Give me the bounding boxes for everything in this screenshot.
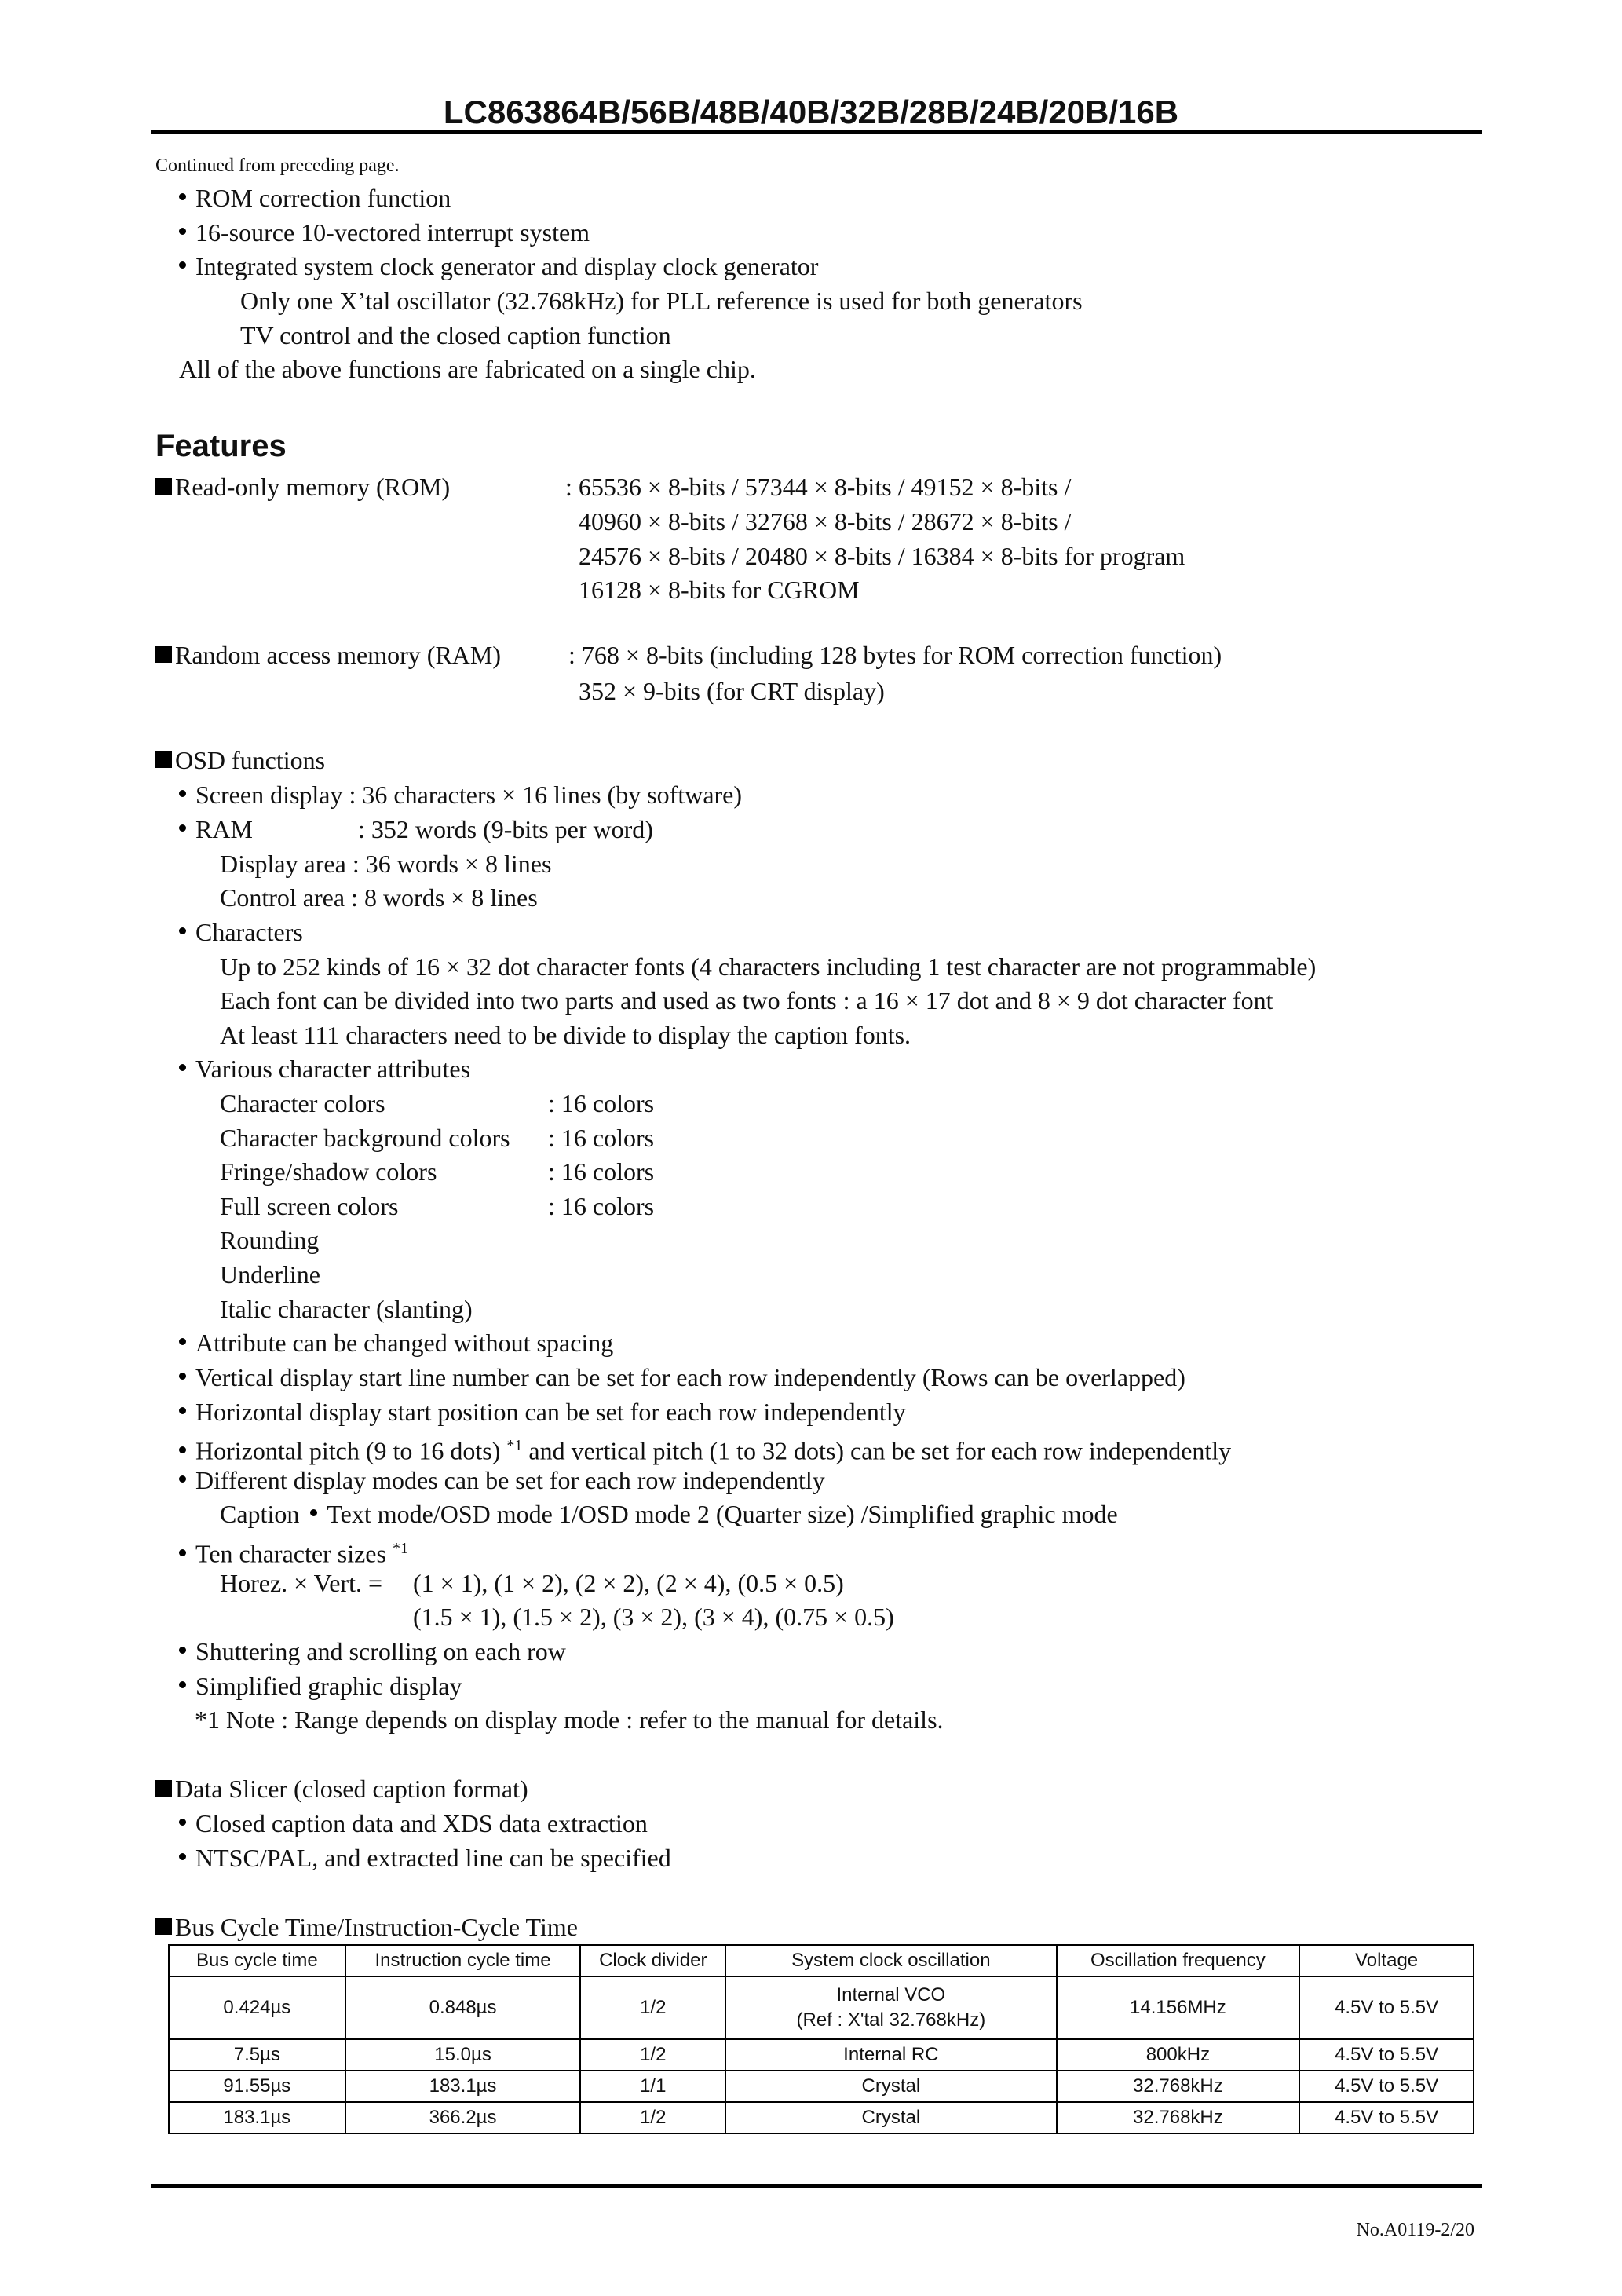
square-bullet-icon bbox=[155, 1918, 172, 1935]
bullet-icon bbox=[179, 1853, 186, 1860]
osd-bullet: Attribute can be changed without spacing bbox=[179, 1329, 613, 1357]
attribute-name: Full screen colors bbox=[220, 1192, 399, 1220]
column-header: Voltage bbox=[1299, 1945, 1474, 1976]
attribute-name: Rounding bbox=[220, 1226, 320, 1254]
osd-bullet: Different display modes can be set for each row independently bbox=[179, 1466, 825, 1494]
column-header: System clock oscillation bbox=[725, 1945, 1056, 1976]
table-cell: 800kHz bbox=[1057, 2039, 1300, 2071]
bullet-icon bbox=[179, 1681, 186, 1688]
column-header: Bus cycle time bbox=[169, 1945, 345, 1976]
attribute-name: Character background colors bbox=[220, 1124, 510, 1152]
osd-characters-line: Up to 252 kinds of 16 × 32 dot character fonts (4 characters including 1 test character are not programmable) bbox=[220, 952, 1317, 981]
intro-sub-line: TV control and the closed caption function bbox=[240, 321, 671, 349]
osd-characters-line: At least 111 characters need to be divide to display the caption fonts. bbox=[220, 1021, 911, 1049]
table-row bbox=[169, 1976, 1474, 2039]
square-bullet-icon bbox=[155, 646, 172, 663]
slicer-bullet: Closed caption data and XDS data extraction bbox=[179, 1809, 648, 1837]
bullet-icon bbox=[179, 790, 186, 797]
osd-characters-line: Each font can be divided into two parts and used as two fonts : a 16 × 17 dot and 8 × 9 dot character font bbox=[220, 986, 1273, 1015]
bullet-icon bbox=[179, 824, 186, 832]
rom-line: : 65536 × 8-bits / 57344 × 8-bits / 49152 × 8-bits / bbox=[565, 473, 1072, 501]
attribute-value: : 16 colors bbox=[548, 1089, 655, 1117]
osd-label: OSD functions bbox=[155, 746, 325, 774]
intro-sub-line: Only one X’tal oscillator (32.768kHz) for PLL reference is used for both generators bbox=[240, 287, 1083, 315]
features-heading: Features bbox=[155, 429, 287, 463]
osd-ram-value: : 352 words (9-bits per word) bbox=[358, 815, 653, 843]
page-title: LC863864B/56B/48B/40B/32B/28B/24B/20B/16B bbox=[443, 93, 1179, 130]
osd-modes-line: Caption Text mode/OSD mode 1/OSD mode 2 (Quarter size) /Simplified graphic mode bbox=[220, 1500, 1118, 1528]
table-cell: 14.156MHz bbox=[1057, 1976, 1300, 2039]
rom-line: 16128 × 8-bits for CGROM bbox=[579, 576, 860, 604]
intro-bullet: ROM correction function bbox=[179, 184, 451, 212]
table-cell: 1/2 bbox=[580, 1976, 725, 2039]
osd-sizes-line: (1 × 1), (1 × 2), (2 × 2), (2 × 4), (0.5 × 0.5) bbox=[413, 1569, 844, 1597]
osd-bullet: Shuttering and scrolling on each row bbox=[179, 1637, 566, 1665]
table-cell: Crystal bbox=[725, 2071, 1056, 2102]
osd-sizes-prefix: Horez. × Vert. = bbox=[220, 1569, 382, 1597]
table-cell: 0.848µs bbox=[345, 1976, 581, 2039]
attribute-name: Character colors bbox=[220, 1089, 385, 1117]
table-row bbox=[169, 2071, 1474, 2102]
table-cell: 32.768kHz bbox=[1057, 2102, 1300, 2133]
column-header: Instruction cycle time bbox=[345, 1945, 581, 1976]
bus-cycle-table bbox=[168, 1944, 1474, 2134]
square-bullet-icon bbox=[155, 1780, 172, 1797]
osd-sizes-line: (1.5 × 1), (1.5 × 2), (3 × 2), (3 × 4), (0.75 × 0.5) bbox=[413, 1603, 894, 1631]
table-cell: 7.5µs bbox=[169, 2039, 345, 2071]
table-cell: 32.768kHz bbox=[1057, 2071, 1300, 2102]
attribute-value: : 16 colors bbox=[548, 1157, 655, 1186]
slicer-label: Data Slicer (closed caption format) bbox=[155, 1775, 528, 1803]
attribute-name: Underline bbox=[220, 1260, 320, 1289]
osd-attributes: Various character attributes bbox=[179, 1055, 470, 1083]
table-cell: 0.424µs bbox=[169, 1976, 345, 2039]
footer-rule bbox=[151, 2184, 1482, 2188]
ram-label: Random access memory (RAM) bbox=[155, 641, 501, 669]
osd-ram: RAM bbox=[179, 815, 253, 843]
square-bullet-icon bbox=[155, 751, 172, 768]
intro-bullet: 16-source 10-vectored interrupt system bbox=[179, 218, 590, 247]
table-cell: 4.5V to 5.5V bbox=[1299, 2071, 1474, 2102]
intro-bullet: Integrated system clock generator and display clock generator bbox=[179, 252, 818, 280]
table-header-row bbox=[169, 1945, 1474, 1976]
column-header: Clock divider bbox=[580, 1945, 725, 1976]
table-row bbox=[169, 2039, 1474, 2071]
bullet-icon bbox=[310, 1509, 317, 1516]
ram-line: : 768 × 8-bits (including 128 bytes for ROM correction function) bbox=[568, 641, 1222, 669]
rom-label: Read-only memory (ROM) bbox=[155, 473, 450, 501]
osd-bullet: Horizontal pitch (9 to 16 dots) $^{*1}$ and vertical pitch (1 to 32 dots) can be set for each row independently bbox=[179, 1431, 1231, 1465]
attribute-name: Italic character (slanting) bbox=[220, 1295, 473, 1323]
bullet-icon bbox=[179, 927, 186, 934]
slicer-bullet: NTSC/PAL, and extracted line can be specified bbox=[179, 1844, 671, 1872]
osd-characters: Characters bbox=[179, 918, 303, 946]
table-cell: Crystal bbox=[725, 2102, 1056, 2133]
table-row bbox=[169, 2102, 1474, 2133]
bullet-icon bbox=[179, 1647, 186, 1654]
table-cell: Internal VCO (Ref : X'tal 32.768kHz) bbox=[725, 1976, 1056, 2039]
table-cell: 4.5V to 5.5V bbox=[1299, 2102, 1474, 2133]
bullet-icon bbox=[179, 1064, 186, 1071]
table-cell: Internal RC bbox=[725, 2039, 1056, 2071]
osd-bullet: Vertical display start line number can be set for each row independently (Rows can be overlapped) bbox=[179, 1363, 1185, 1391]
bullet-icon bbox=[179, 1338, 186, 1345]
header-rule bbox=[151, 130, 1482, 134]
table-cell: 1/2 bbox=[580, 2039, 725, 2071]
osd-screen-display: Screen display : 36 characters × 16 lines (by software) bbox=[179, 781, 742, 809]
osd-display-area: Display area : 36 words × 8 lines bbox=[220, 850, 552, 878]
table-cell: 183.1µs bbox=[345, 2071, 581, 2102]
ram-line: 352 × 9-bits (for CRT display) bbox=[579, 677, 885, 705]
bullet-icon bbox=[179, 1475, 186, 1483]
table-cell: 15.0µs bbox=[345, 2039, 581, 2071]
table-cell: 366.2µs bbox=[345, 2102, 581, 2133]
attribute-value: : 16 colors bbox=[548, 1192, 655, 1220]
bullet-icon bbox=[179, 1446, 186, 1453]
page-number: No.A0119-2/20 bbox=[1356, 2220, 1474, 2240]
attribute-name: Fringe/shadow colors bbox=[220, 1157, 437, 1186]
table-cell: 4.5V to 5.5V bbox=[1299, 2039, 1474, 2071]
attribute-value: : 16 colors bbox=[548, 1124, 655, 1152]
intro-summary: All of the above functions are fabricated on a single chip. bbox=[179, 355, 756, 383]
table-cell: 1/2 bbox=[580, 2102, 725, 2133]
footnote-marker: *1 bbox=[392, 1540, 408, 1557]
footnote-marker: *1 bbox=[506, 1437, 523, 1454]
osd-bullet: Ten character sizes $^{*1}$ bbox=[179, 1534, 408, 1568]
bus-label: Bus Cycle Time/Instruction-Cycle Time bbox=[155, 1913, 578, 1941]
bullet-icon bbox=[179, 193, 186, 200]
bullet-icon bbox=[179, 1819, 186, 1826]
continued-note: Continued from preceding page. bbox=[155, 155, 400, 176]
table-cell: 4.5V to 5.5V bbox=[1299, 1976, 1474, 2039]
bullet-icon bbox=[179, 1373, 186, 1380]
table-cell: 91.55µs bbox=[169, 2071, 345, 2102]
osd-control-area: Control area : 8 words × 8 lines bbox=[220, 883, 538, 912]
table-cell: 183.1µs bbox=[169, 2102, 345, 2133]
bullet-icon bbox=[179, 228, 186, 235]
table-cell: 1/1 bbox=[580, 2071, 725, 2102]
column-header: Oscillation frequency bbox=[1057, 1945, 1300, 1976]
osd-bullet: Horizontal display start position can be set for each row independently bbox=[179, 1398, 906, 1426]
bullet-icon bbox=[179, 1407, 186, 1414]
rom-line: 40960 × 8-bits / 32768 × 8-bits / 28672 × 8-bits / bbox=[579, 507, 1072, 536]
bullet-icon bbox=[179, 261, 186, 269]
bullet-icon bbox=[179, 1549, 186, 1556]
osd-bullet: Simplified graphic display bbox=[179, 1672, 462, 1700]
osd-note: *1 Note : Range depends on display mode : refer to the manual for details. bbox=[195, 1706, 944, 1734]
rom-line: 24576 × 8-bits / 20480 × 8-bits / 16384 × 8-bits for program bbox=[579, 542, 1185, 570]
square-bullet-icon bbox=[155, 478, 172, 495]
